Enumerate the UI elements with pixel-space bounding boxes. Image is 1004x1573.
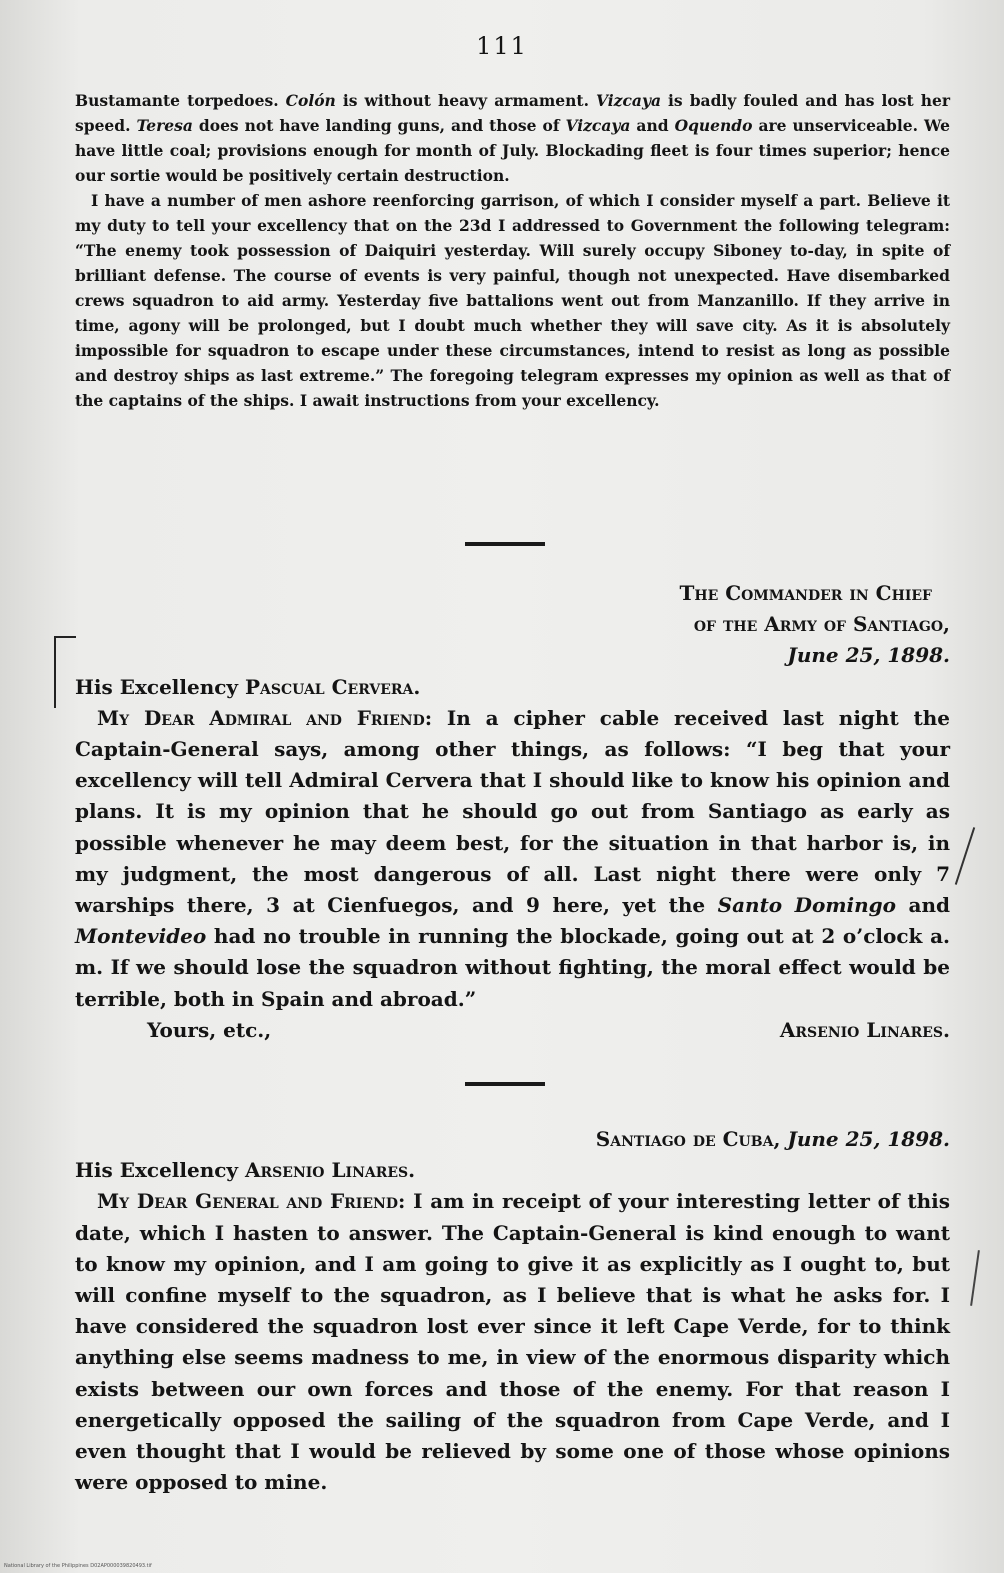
text-run: is without heavy armament. (335, 91, 597, 110)
letter1-closing: Yours, etc., (147, 1017, 272, 1042)
text-run: is badly fouled and has lost her speed. (75, 91, 950, 135)
text-run: are unserviceable. We have little coal; provisions enough for month of July. Blockading fleet is four times superior; hence our sortie would be positively certain destruction. (75, 116, 951, 185)
letter2-body: My Dear General and Friend: I am in receipt of your interesting letter of this date, which I hasten to answer. The Captain-General is kind enough to want to know my opinion, and I am going to give it as explicitly as I ought to, but will confine myself to the squadron, as I believe that is what he asks for. I have considered the squadron lost ever since it left Cape Verde, for to think anything else seems madness to me, in view of the enormous disparity which exists between our own forces and those of the enemy. For that reason I energetically opposed the sailing of the squadron from Cape Verde, and I even thought that I would be relieved by some one of those whose opinions were opposed to mine. (75, 1189, 950, 1495)
letter-cervera-to-linares (75, 1124, 950, 1498)
letter1-signature: Arsenio Linares. (779, 1017, 950, 1042)
page-number: 111 (476, 32, 528, 60)
ship-name: Teresa (136, 116, 193, 135)
ship-name: Vizcaya (565, 116, 631, 135)
margin-pencil-mark (955, 827, 975, 885)
margin-bracket-mark (54, 636, 76, 708)
letter2-addressee: His Excellency Arsenio Linares. (75, 1158, 416, 1183)
margin-pencil-mark (970, 1250, 980, 1306)
letter1-signoff (75, 1015, 950, 1046)
text-run: Bustamante torpedoes. (75, 91, 286, 110)
letter1-date: June 25, 1898. (787, 643, 950, 668)
paragraph-telegram: I have a number of men ashore reenforcing garrison, of which I consider myself a part. Believe it my duty to tell your excellency that on the 23d I addressed to Government the following telegram: “The enemy took possession of Daiquiri yesterday. Will surely occupy Siboney to-day, in spite of brilliant defense. The course of events is very painful, though not unexpected. Have disembarked crews squadron to aid army. Yesterday five battalions went out from Manzanillo. If they arrive in time, agony will be prolonged, but I doubt much whether they will save city. As it is absolutely impossible for squadron to escape under these circumstances, intend to resist as long as possible and destroy ships as last extreme.” The foregoing telegram expresses my opinion as well as that of the captains of the ships. I await instructions from your excellency. (75, 191, 950, 410)
letter2-dateline: Santiago de Cuba, June 25, 1898. (595, 1127, 950, 1151)
section-divider (465, 1082, 545, 1086)
ship-name: Oquendo (674, 116, 753, 135)
letter-linares-to-cervera (75, 578, 950, 1046)
text-run: and (630, 116, 675, 135)
paragraph-ship-status (75, 88, 950, 188)
telegram-section (75, 88, 950, 413)
scan-footer: National Library of the Philippines D02AP000039820493.tif (4, 1563, 152, 1569)
section-divider (465, 542, 545, 546)
letter1-body: My Dear Admiral and Friend: In a cipher cable received last night the Captain-General says, among other things, as follows: “I beg that your excellency will tell Admiral Cervera that I should like to know his opinion and plans. It is my opinion that he should go out from Santiago as early as possible whenever he may deem best, for the situation in that harbor is, in my judgment, the most dangerous of all. Last night there were only 7 warships there, 3 at Cienfuegos, and 9 here, yet the Santo Domingo and Montevideo had no trouble in running the blockade, going out at 2 o’clock a. m. If we should lose the squadron without fighting, the moral effect would be terrible, both in Spain and abroad.” (75, 705, 950, 1011)
letter1-addressee: His Excellency Pascual Cervera. (75, 674, 421, 699)
letter1-heading-line2: of the Army of Santiago, (693, 612, 950, 637)
letter1-heading-line1: The Commander in Chief (679, 581, 932, 605)
ship-name: Colón (285, 91, 336, 110)
ship-name: Vizcaya (596, 91, 661, 110)
text-run: does not have landing guns, and those of (192, 116, 566, 135)
